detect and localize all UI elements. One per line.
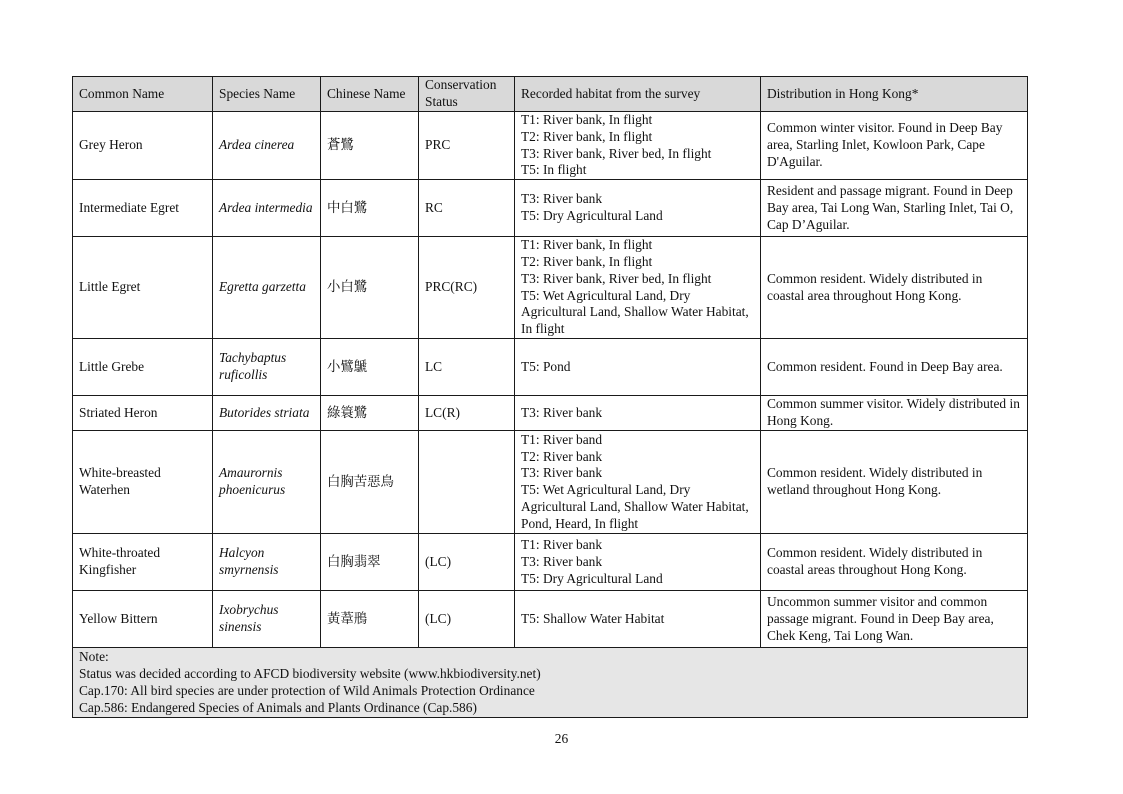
note-line: Note: [79,649,109,665]
habitat-line: T2: River bank, In flight [521,128,653,144]
habitat-line: T5: Wet Agricultural Land, Dry Agricultural Land, Shallow Water Habitat, Pond, Heard, In flight [521,482,749,531]
habitat-line: T3: River bank [521,191,603,207]
cell-recorded-habitat [515,180,761,237]
header-common-name: Common Name [73,77,213,112]
cell-recorded-habitat [515,237,761,339]
table-row [73,112,1028,180]
cell-species-name: Egretta garzetta [213,237,321,339]
cell-conservation-status: PRC(RC) [419,237,515,339]
cell-conservation-status: LC [419,339,515,396]
table-row [73,180,1028,237]
cell-conservation-status: PRC [419,112,515,180]
cell-common-name: Yellow Bittern [73,591,213,648]
habitat-line: T3: River bank [521,404,603,420]
habitat-line: T3: River bank [521,553,603,569]
cell-species-name: Ardea intermedia [213,180,321,237]
cell-common-name: White-breasted Waterhen [73,431,213,534]
cell-recorded-habitat [515,431,761,534]
table-row [73,396,1028,431]
cell-common-name: Striated Heron [73,396,213,431]
habitat-line: T1: River bank [521,536,603,552]
cell-distribution: Common summer visitor. Widely distributed in Hong Kong. [761,396,1028,431]
table-header-row [73,77,1028,112]
cell-species-name: Ardea cinerea [213,112,321,180]
table-row [73,534,1028,591]
page-number: 26 [554,731,569,746]
habitat-line: T1: River bank, In flight [521,237,653,253]
cell-common-name: Little Egret [73,237,213,339]
note-line: Cap.586: Endangered Species of Animals and Plants Ordinance (Cap.586) [79,699,477,715]
header-chinese-name: Chinese Name [321,77,419,112]
habitat-line: T1: River bank, In flight [521,112,653,127]
cell-recorded-habitat [515,112,761,180]
table-row [73,339,1028,396]
cell-distribution: Common resident. Widely distributed in coastal area throughout Hong Kong. [761,237,1028,339]
cell-common-name: Grey Heron [73,112,213,180]
habitat-line: T3: River bank [521,465,603,481]
cell-distribution: Resident and passage migrant. Found in Deep Bay area, Tai Long Wan, Starling Inlet, Tai O, Cap D’Aguilar. [761,180,1028,237]
cell-chinese-name: 綠簑鷺 [321,396,419,431]
cell-chinese-name: 蒼鷺 [321,112,419,180]
cell-chinese-name: 小白鷺 [321,237,419,339]
cell-chinese-name: 白胸翡翠 [321,534,419,591]
cell-chinese-name: 小鷿鷈 [321,339,419,396]
cell-conservation-status: LC(R) [419,396,515,431]
cell-distribution: Common resident. Widely distributed in coastal areas throughout Hong Kong. [761,534,1028,591]
cell-distribution: Common winter visitor. Found in Deep Bay area, Starling Inlet, Kowloon Park, Cape D'Aguilar. [761,112,1028,180]
cell-conservation-status: RC [419,180,515,237]
habitat-line: T2: River bank, In flight [521,254,653,270]
table-row [73,431,1028,534]
habitat-line: T5: In flight [521,162,587,178]
header-distribution: Distribution in Hong Kong* [761,77,1028,112]
habitat-line: T2: River bank [521,448,603,464]
cell-chinese-name: 白胸苦惡鳥 [321,431,419,534]
notes-row [73,648,1028,718]
habitat-line: T3: River bank, River bed, In flight [521,270,712,286]
habitat-line: T5: Dry Agricultural Land [521,570,663,586]
habitat-line: T1: River band [521,431,603,447]
cell-distribution: Common resident. Widely distributed in wetland throughout Hong Kong. [761,431,1028,534]
cell-distribution: Common resident. Found in Deep Bay area. [761,339,1028,396]
bird-species-table [72,76,1028,718]
cell-species-name: Ixobrychus sinensis [213,591,321,648]
cell-recorded-habitat [515,534,761,591]
cell-common-name: Intermediate Egret [73,180,213,237]
cell-common-name: Little Grebe [73,339,213,396]
cell-species-name: Halcyon smyrnensis [213,534,321,591]
habitat-line: T5: Wet Agricultural Land, Dry Agricultural Land, Shallow Water Habitat, In flight [521,287,749,337]
habitat-line: T5: Dry Agricultural Land [521,208,663,224]
header-conservation-status: Conservation Status [419,77,515,112]
cell-recorded-habitat [515,591,761,648]
cell-recorded-habitat [515,396,761,431]
cell-chinese-name: 黃葦鳽 [321,591,419,648]
header-species-name: Species Name [213,77,321,112]
cell-species-name: Butorides striata [213,396,321,431]
cell-common-name: White-throated Kingfisher [73,534,213,591]
habitat-line: T5: Shallow Water Habitat [521,610,665,626]
cell-species-name: Tachybaptus ruficollis [213,339,321,396]
cell-species-name: Amaurornis phoenicurus [213,431,321,534]
cell-conservation-status [419,431,515,534]
cell-conservation-status: (LC) [419,534,515,591]
table-row [73,591,1028,648]
cell-distribution: Uncommon summer visitor and common passage migrant. Found in Deep Bay area, Chek Keng, Tai Long Wan. [761,591,1028,648]
habitat-line: T5: Pond [521,358,571,374]
table-row [73,237,1028,339]
header-recorded-habitat: Recorded habitat from the survey [515,77,761,112]
habitat-line: T3: River bank, River bed, In flight [521,145,712,161]
notes-cell [73,648,1028,718]
cell-chinese-name: 中白鷺 [321,180,419,237]
cell-recorded-habitat [515,339,761,396]
note-line: Cap.170: All bird species are under protection of Wild Animals Protection Ordinance [79,682,535,698]
note-line: Status was decided according to AFCD biodiversity website (www.hkbiodiversity.net) [79,665,541,681]
cell-conservation-status: (LC) [419,591,515,648]
